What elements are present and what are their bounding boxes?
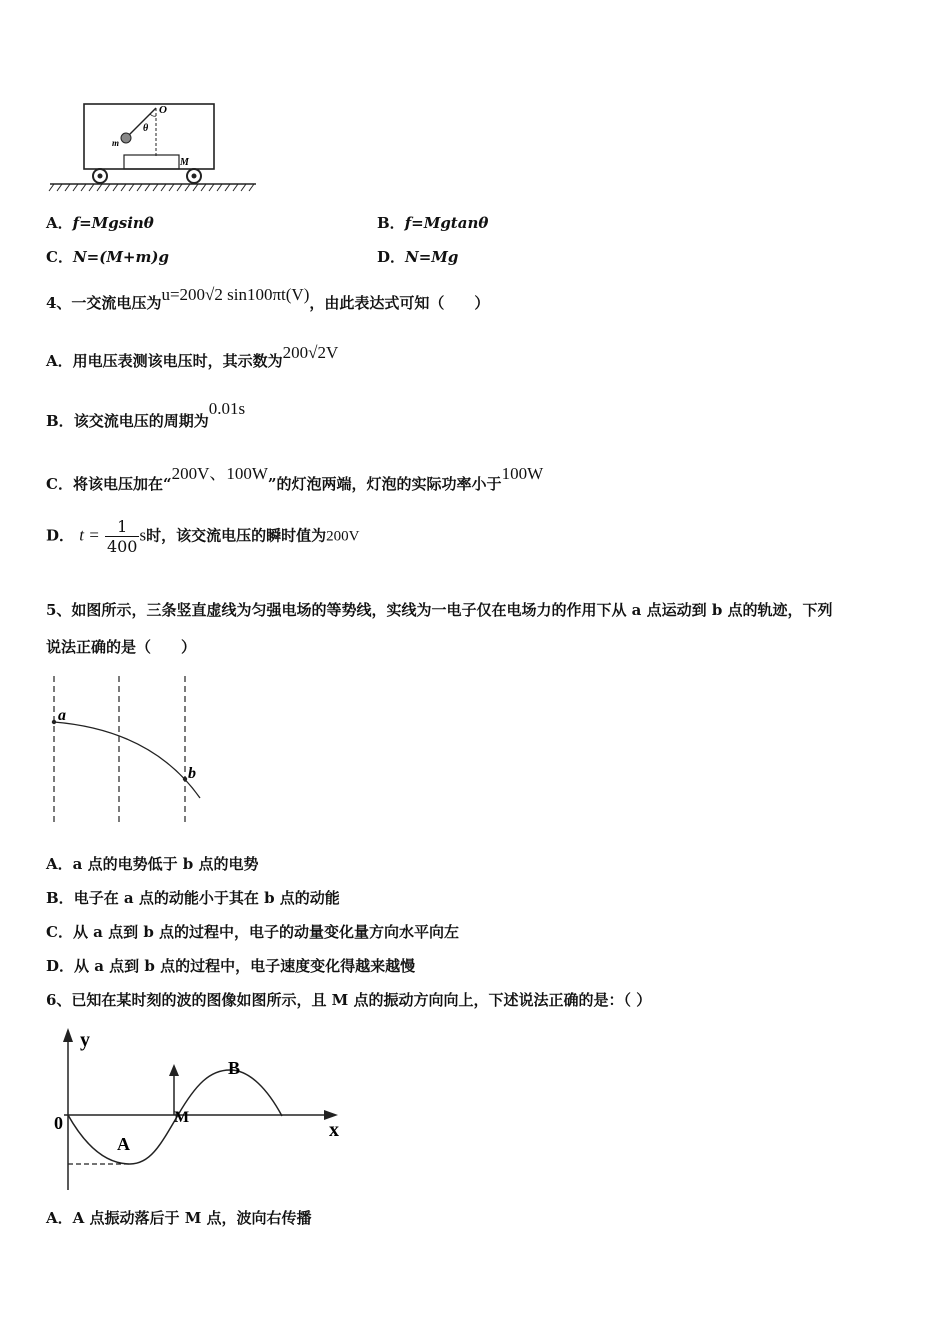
option-label: B．: [46, 412, 74, 430]
q6-option-a[interactable]: [46, 1207, 312, 1228]
label-a: a: [58, 707, 66, 724]
option-label: C．: [46, 248, 73, 266]
label-b: b: [188, 765, 196, 782]
option-label: C．: [46, 923, 73, 941]
option-text: 从 a 点到 b 点的过程中，电子速度变化得越来越慢: [74, 957, 416, 975]
q3-option-a[interactable]: [46, 212, 154, 233]
option-text: 从 a 点到 b 点的过程中，电子的动量变化量方向水平向左: [72, 923, 460, 941]
q5-stem-line1: 5、如图所示，三条竖直虚线为匀强电场的等势线，实线为一电子仅在电场力的作用下从 a 点运动到 b 点的轨迹，下列: [46, 601, 833, 619]
label-big-m: M: [180, 157, 189, 168]
q5-stem-line2: 说法正确的是（ ）: [46, 638, 197, 656]
label-x: x: [329, 1119, 339, 1141]
option-text: 该交流电压的周期为: [73, 412, 209, 430]
option-text: 用电压表测该电压时，其示数为: [72, 352, 283, 370]
q5-option-a[interactable]: [46, 853, 259, 874]
fraction: [105, 517, 140, 556]
q4-option-d[interactable]: [46, 517, 359, 556]
option-label: B．: [377, 214, 405, 232]
label-theta: θ: [143, 123, 149, 134]
label-m: m: [112, 138, 120, 148]
option-value: 0.01s: [208, 399, 246, 418]
option-label: A．: [46, 352, 73, 370]
q4-option-a[interactable]: [46, 343, 339, 371]
label-a-point: A: [117, 1134, 130, 1154]
option-label: D．: [377, 248, 406, 266]
wave-figure: [50, 1024, 350, 1196]
option-value: 200√2V: [282, 343, 339, 362]
q4-stem-suffix: ，由此表达式可知（ ）: [309, 294, 490, 312]
option-text: N=(M+m)g: [72, 248, 169, 266]
q6-stem: 6、已知在某时刻的波的图像如图所示，且 M 点的振动方向向上，下述说法正确的是：（ ）: [46, 991, 652, 1009]
q3-option-c[interactable]: [46, 246, 169, 267]
fraction-numerator: 1: [105, 517, 140, 537]
label-m-point: M: [174, 1109, 190, 1126]
fraction-denominator: 400: [106, 537, 138, 556]
option-text: A 点振动落后于 M 点，波向右传播: [72, 1209, 312, 1227]
option-rating: 200V、100W: [171, 464, 268, 483]
q4-formula: u=200√2 sin100πt(V): [161, 285, 310, 304]
option-text: N=Mg: [405, 248, 459, 266]
q3-option-b[interactable]: [377, 212, 488, 233]
option-text-before: 将该电压加在“: [72, 475, 172, 493]
q5-option-b[interactable]: [46, 887, 340, 908]
label-origin: 0: [54, 1113, 63, 1133]
option-text: f=Mgsinθ: [72, 214, 154, 232]
q4-option-c[interactable]: [46, 464, 544, 494]
option-t-var: t =: [79, 525, 100, 545]
option-text: 时，该交流电压的瞬时值为: [146, 526, 327, 545]
label-b-point: B: [228, 1058, 241, 1078]
q4-stem-prefix: 4、一交流电压为: [46, 294, 162, 312]
cart-pendulum-figure: [46, 98, 261, 198]
option-unit: s: [139, 525, 147, 545]
option-label: A．: [46, 1209, 73, 1227]
option-label: D．: [46, 957, 75, 975]
q5-option-d[interactable]: [46, 955, 415, 976]
option-text-after: ”的灯泡两端，灯泡的实际功率小于: [267, 475, 502, 493]
option-label: D．: [46, 526, 75, 545]
option-text: f=Mgtanθ: [404, 214, 489, 232]
option-value: 200V: [326, 528, 360, 545]
q4-option-b[interactable]: [46, 399, 246, 431]
q3-option-d[interactable]: [377, 246, 458, 267]
option-value: 100W: [501, 464, 544, 483]
option-label: A．: [46, 214, 73, 232]
label-o: O: [159, 104, 167, 116]
option-label: B．: [46, 889, 74, 907]
q5-option-c[interactable]: [46, 921, 459, 942]
option-label: C．: [46, 475, 73, 493]
option-text: a 点的电势低于 b 点的电势: [72, 855, 259, 873]
equipotential-figure: [42, 672, 212, 832]
option-label: A．: [46, 855, 73, 873]
label-y: y: [80, 1029, 90, 1051]
option-text: 电子在 a 点的动能小于其在 b 点的动能: [73, 889, 340, 907]
q4-stem: [46, 285, 490, 313]
